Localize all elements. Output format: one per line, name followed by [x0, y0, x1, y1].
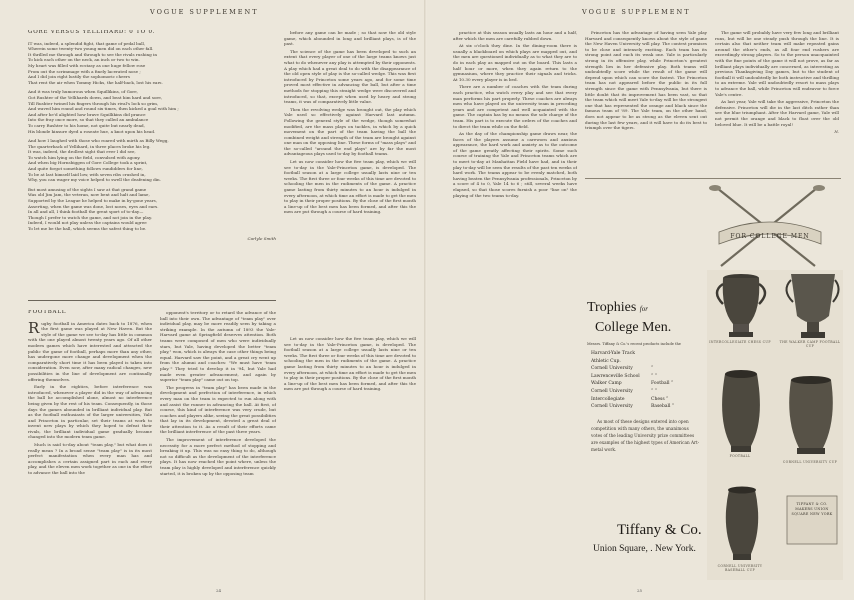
maker-stamp-text: TIFFANY & CO. MAKERS UNION SQUARE NEW YORK — [791, 502, 833, 516]
poem-stanza: IT was, indeed, a splendid fight, that game of pedal ball, Wherein some twenty-two young men did on each other fall. It thrilled me through and through to see the rivals rushing in To kick each other on the neck, an inch or two to win. My heart was filled with ecstasy as one huge fellow rose From out the scrimmage with a finely lacerated nose ; And I did join right lustily the sophomoric cheers That rent the air when Tommy Hicks, the half-back, lost his ears. — [28, 40, 163, 85]
poem-title: GORE VERSUS YELLIHARD: 0 TO 0. — [28, 30, 156, 35]
trophy-cup-icon — [717, 274, 765, 337]
article-column-1 — [453, 30, 577, 582]
paddle-blade-icon — [813, 185, 825, 191]
paddle-blade-icon — [709, 185, 721, 191]
paragraph: At six o'clock they dine. In the dining-room there is usually a blackboard on which plays are mapped out, and the men are questioned individually as to what they are to do in each play as mapped out on the board. This lasts a half hour or more, when they again return to the gymnasium, where they practice their signals and tricks. At 10.30 every player is in bed. — [453, 43, 577, 82]
banner-text: FOR COLLEGE MEN — [730, 233, 810, 240]
ad-title-for: for — [639, 305, 648, 313]
paragraph: As the day of the championship game draws near, the faces of the players assume a careworn and anxious appearance, the hard work and anxiety as to the outcome of the game greatly affecting their spirits. Some such course of training the Yale and Princeton teams which are to meet to-day at Manhattan Field have had, and in their play to-day will be seen the results of the past ten weeks of hard work. The teams appear to be evenly matched, both having beaten the Pennsylvania professionals, Princeton by a score of 4 to 0, Yale 14 to 6 ; still, several weeks have elapsed, so that those scores furnish a poor "line on" the playing of the two teams to-day. — [453, 131, 577, 198]
ad-company: Tiffany & Co. — [617, 522, 702, 538]
page-number-right: 25 — [637, 588, 643, 593]
caption-cup5: CORNELL UNIVERSITY BASEBALL CUP — [717, 564, 763, 572]
caption-cup1: INTERCOLLEGIATE CHESS CUP — [709, 340, 771, 344]
paragraph: The science of the game has been developed to such an extent that every player of one of the large teams knows just what to do whenever any play is attempted by their opponents. A play which had a great deal to do with the disappearance of the old open style of play is the so-called wedge. This was first introduced by Princeton some years ago, and for some time proved most effective in advancing the ball, but after a time methods for stopping this straight wedge were discovered and introduced, so that, except when used by heavy and strong teams, it was of comparatively little value. — [284, 48, 416, 105]
right-page — [427, 0, 854, 600]
paragraph: Let us now consider how the five team play, which we will see to-day in the Yale-Princeton game, is developed. The football season at a large college usually lasts nine or ten weeks. The first three or four weeks of this time are devoted to schooling the men in the rudiments of the game. A practice game lasting from thirty minutes to an hour is indulged in every afternoon, at which time an effort is made to get the men to play in their proper positions. By the close of the first month a line-up of the best men has been formed, and after this the men are put through a course of hard training. — [284, 336, 416, 392]
trophy-cup-icon — [722, 370, 760, 452]
page-number-left: 24 — [216, 588, 222, 593]
poem-column — [28, 30, 276, 320]
ad-body: As most of these designs entered into open competition with many others, the unanimous votes of the leading University prize committees are examples of the highest types of American Art-metal work. — [591, 419, 700, 452]
poem-stanza: But most amusing of the sights I saw at that grand game Was old Jim Jam, the veteran, now bent and halt and lame, Supported by the League he helped to make in by-gone years, Asserting, when the game was done, lost noses, eyes and ears. In all and all, I think football the great sport of to-day— Though I prefer to watch the game, and not join in the play. Indeed, I would not play unless the captains would agree To let me be the ball, which seems the safest thing to be. — [28, 186, 159, 231]
football-heading: FOOTBALL — [28, 310, 67, 315]
caption-cup4: CORNELL UNIVERSITY CUP — [782, 460, 838, 464]
article-column-bottom-right — [284, 336, 416, 580]
running-head-right: VOGUE SUPPLEMENT — [582, 8, 691, 16]
paragraph: Princeton has the advantage of having seen Yale play Harvard and consequently knows about the style of game the New Haven University will play. The contest promises to be close and intensely exciting. Each team has its strong point and each its weak one. Yale is particularly strong in its offensive play, while Princeton's greatest strength lies in her defensive play. Both teams will undoubtedly score while the result of the game will depend upon which can score the fastest. The Princeton team has not appeared before the public in its full strength since the game with Pennsylvania, but there is little doubt that its improvement has been vast, so that the team which will meet Yale to-day will be the strongest one that has represented the orange and black since the famous team of '89. The Yale team, on the other hand, does not appear to be as strong as the eleven sent out during the last few years, and it will have to do its best to triumph over the tigers. — [585, 30, 707, 131]
section-rule — [28, 300, 276, 301]
paragraph: There are a number of coaches with the team during each practice, who watch every play and see that every man performs his part properly. These coaches are always men who have played on the university team in preceding years and are competent and well acquainted with the game. The captain has by no means the sole charge of the team. His part is to execute the orders of the coaches and to direct the team while on the field. — [453, 84, 577, 129]
paragraph: Then the revolving wedge was brought out, the play which Yale used so effectively against Harvard last autumn. Following the general style of the wedge, though somewhat modified, are the mass plays on tackles, in which by a quick movement on the part of the team having the ball the combined weight and strength of the team are brought against one man on the opposing line. These forms of "mass plays" and the so-called "around the end plays" are by far the most advantageous plays used to-day by football teams. — [284, 106, 416, 157]
banner-illustration — [699, 182, 839, 272]
drop-cap: R — [28, 318, 40, 337]
football-column-2 — [160, 310, 276, 580]
paragraph: As last year, Yale will take the aggressive, Princeton the defensive. Princeton will die in the last ditch rather than see the blue triumphant. After the Harvard game, Yale will not permit the orange and black to float over the old beloved blue. It will be a battle royal! — [715, 99, 839, 127]
trophy-row: Cornell University Baseball “ — [591, 404, 675, 410]
paragraph: The improvement of interference developed the necessity for a more perfect method of stopping and breaking it up. This was no easy thing to do, although not so difficult as the development of the interference plays. It has now reached the point where, unless the team play is highly developed and interference quickly started, it is broken up by the opposing team — [160, 437, 276, 476]
paragraph: before any game can be made ; so that now the old style game, which abounded in long and brilliant plays, is of the past. — [284, 30, 416, 47]
running-head-left: VOGUE SUPPLEMENT — [150, 8, 259, 16]
article-column-2 — [585, 30, 707, 170]
trophy-cup-icon — [786, 274, 838, 338]
trophy-photo-panel — [707, 270, 843, 580]
ad-title-line1: Trophies for — [587, 300, 648, 315]
paragraph: Let us now consider how the five team play, which we will see to-day in the Yale-Princeton game, is developed. The football season at a large college usually lasts nine or ten weeks. The first three or four weeks of this time are devoted to schooling the men in the rudiments of the game. A practice game lasting from thirty minutes to an hour is indulged in every afternoon, at which time an effort is made to get the men to play in their proper positions. By the close of the first month a line-up of the best men has been formed, and after this the men are put through a course of hard training. — [284, 159, 416, 215]
ad-top-rule — [585, 178, 841, 179]
caption-cup3: FOOTBALL — [729, 454, 751, 458]
paragraph: Early in the eighties, before interference was introduced, whenever a player did in the way of advancing the ball he accomplished alone, almost no interference being given by the rest of his team. Consequently, in those days the games abounded in brilliant individual play. But as the football enthusiasts of the larger universities, Yale and Princeton in particular, set their teams at work to invent new plays by which they hoped to defeat their rivals, the brilliant individual game gradually became changed into the modern team game. — [28, 384, 152, 440]
poem-signature: Carlyle Smith — [247, 235, 276, 241]
ad-trophy-list — [591, 350, 699, 411]
trophy-row: Cornell University “ — [591, 366, 654, 372]
trophy-row: Cornell University “ “ — [591, 388, 658, 394]
paragraph: Rugby football in America dates back to 1876, when the first game was played at New Haven. But the style of the game we see to-day has little in common with the one played almost twenty years ago. Of all other modern games which have interested and attracted the public the game of football, perhaps more than any other, has undergone more change and development when the comparatively short time it has been played is taken into consideration. Even now, after many radical changes, new possibilities in the line of development are continually offering themselves. — [28, 318, 152, 382]
caption-cup2: THE WALKER CAMP FOOTBALL CUP — [779, 340, 841, 348]
poem-stanza: And how I laughed with those who roared with mirth as Billy Wegg, The quarterback of Yellihard, in three places broke his leg. It was, indeed, the drollest sight that ever I did see, To watch him lying on the field, convulsed with agony. And when big Hornsbiggen of Gore College took a sprint, And quite forgot something follows rundidders for line, To be at last himself laid low, with seven ribs crushed in, Why, you can wager my voice helped to swell the deafening din. — [28, 138, 169, 183]
poem-stanza: And it was truly humorous when Squillikins, of Gore, Got Rushter of the Yellihards down, and beat him hard and sore, Till Rushter twined his fingers through his rival's lock so grim, And waved him round and round six times, then kicked a goal with him ; And after he'd alighted how brave Squillikins did prance Into the fray once more, so that they called an ambulance To carry Rushter to his home, not quite but nearly dead, His blonde kinsure dyed a roseate hue, a knot upon his head. — [28, 89, 179, 134]
paragraph: opponent's territory or to retard the advance of the ball into their own. The advantage of "team play" over individual play, may be more readily seen by taking a striking example. In the autumn of 1893 the Yale-Harvard game at Springfield deserves attention. Both teams were composed of men who were individually stars, but Yale, having developed the better "team play," won, which is always the case other things being equal. Harvard saw the point, and a great cry went up from the alumni and coaches: "We must have 'team play.'" They tried to develop it in '94, but Yale had made even greater advancement, and again by superior "team play" came out on top. — [160, 310, 276, 383]
trophy-row: Harvard-Yale Track Athletic Cup. — [591, 351, 635, 364]
trophy-cup-icon — [726, 487, 758, 561]
article-column-3 — [715, 30, 839, 170]
trophy-row: Lawrenceville School “ “ — [591, 373, 658, 379]
paragraph: Much is said to-day about "team play," but what does it really mean ? In a broad sense "team play" is in its most perfect manifestation when every man has and accomplishes a certain assigned part in each and every play, and the eleven men work together as one in the effort to advance the ball into the — [28, 442, 152, 476]
ad-address: Union Square, . New York. — [593, 544, 696, 554]
trophy-photos — [707, 270, 843, 580]
article-signature: N. — [834, 129, 839, 135]
trophy-row: Walker Camp Football “ — [591, 381, 674, 387]
paragraph: practice at this season usually lasts an hour and a half, after which the men are carefully rubbed down. — [453, 30, 577, 41]
ad-title-line2: College Men. — [595, 320, 672, 335]
paragraph: The game will probably have very few long and brilliant runs, but will be one steady push through the line. It is certain also that neither team will make repeated gains around the other's ends, as all four end rushers are exceedingly strong players. So to the person unacquainted with the fine points of the game it will not prove, as far as brilliant plays individually are concerned, as interesting as previous Thanksgiving Day games, but to the student of football it will undoubtedly be both instructive and thrilling to an extreme. Yale will undoubtedly resort to mass plays to advance the ball, while Princeton will endeavor to force Yale's centre. — [715, 30, 839, 97]
football-column-1 — [28, 310, 152, 580]
article-column-top-right — [284, 30, 416, 330]
paragraph: The progress in "team play" has been made in the development and perfection of interference, in which every man on the team is expected to run along with and assist the runner in advancing the ball. At first, of course, this kind of interference was very crude, but coaches and players alike, seeing the great possibilities that lay in its development, devoted a great deal of their attention to it. As a result of their efforts came the brilliant interference of the past three years. — [160, 384, 276, 435]
trophy-row: Intercollegiate Chess “ — [591, 396, 669, 402]
trophy-cup-icon — [789, 376, 833, 454]
ad-intro: Messrs. Tiffany & Co.'s recent products include the — [587, 342, 681, 346]
